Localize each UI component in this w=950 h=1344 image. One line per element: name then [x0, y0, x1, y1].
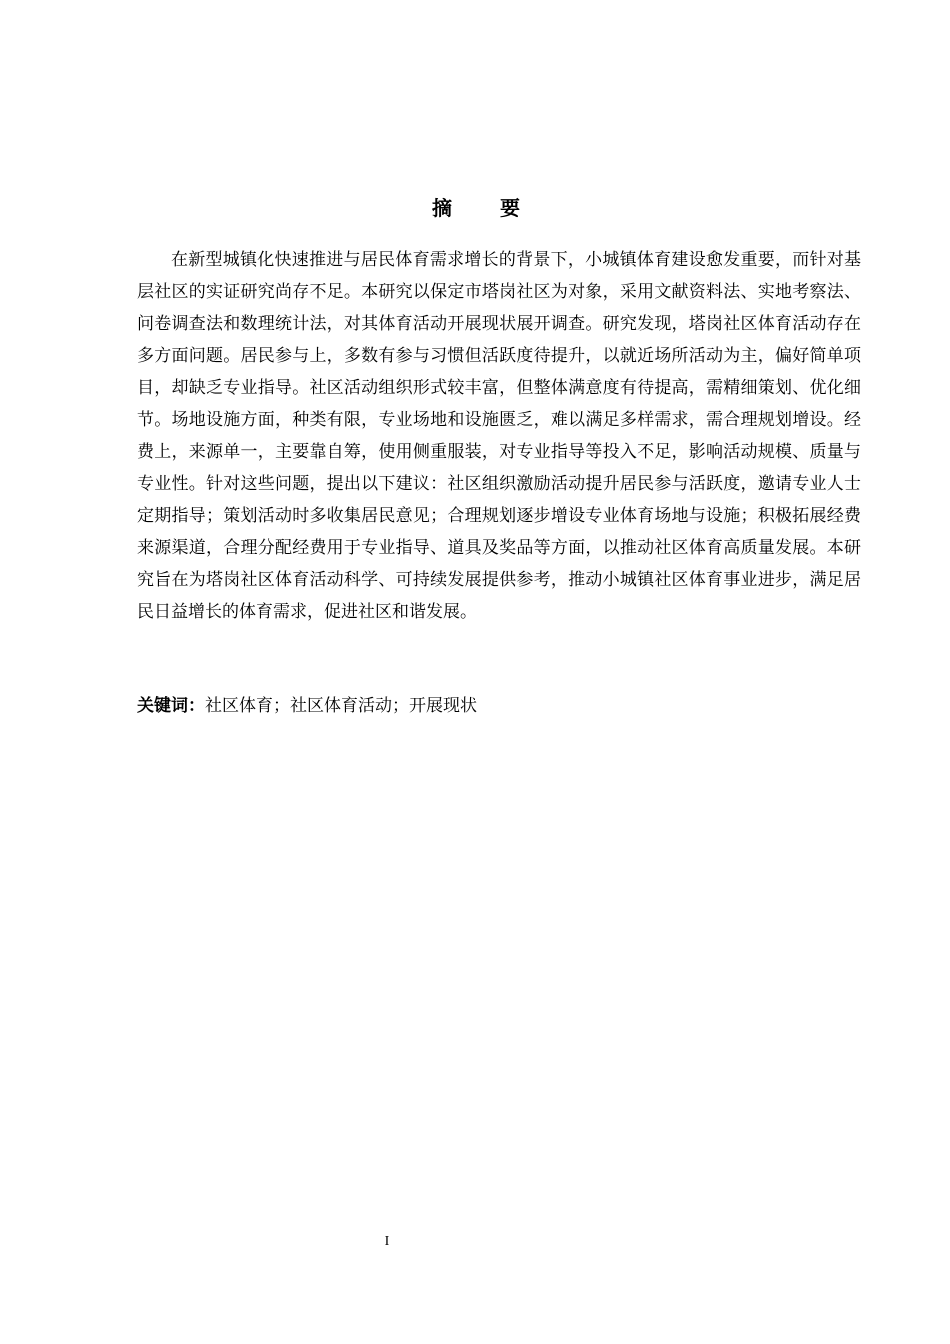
- abstract-body: 在新型城镇化快速推进与居民体育需求增长的背景下，小城镇体育建设愈发重要，而针对基层社区的实证研究尚存不足。本研究以保定市塔岗社区为对象，采用文献资料法、实地考察法、问卷调查法和数理统计法，对其体育活动开展现状展开调查。研究发现，塔岗社区体育活动存在多方面问题。居民参与上，多数有参与习惯但活跃度待提升，以就近场所活动为主，偏好简单项目，却缺乏专业指导。社区活动组织形式较丰富，但整体满意度有待提高，需精细策划、优化细节。场地设施方面，种类有限，专业场地和设施匮乏，难以满足多样需求，需合理规划增设。经费上，来源单一，主要靠自筹，使用侧重服装，对专业指导等投入不足，影响活动规模、质量与专业性。针对这些问题，提出以下建议：社区组织激励活动提升居民参与活跃度，邀请专业人士定期指导；策划活动时多收集居民意见；合理规划逐步增设专业体育场地与设施；积极拓展经费来源渠道，合理分配经费用于专业指导、道具及奖品等方面，以推动社区体育高质量发展。本研究旨在为塔岗社区体育活动科学、可持续发展提供参考，推动小城镇社区体育事业进步，满足居民日益增长的体育需求，促进社区和谐发展。: [137, 250, 861, 622]
- keywords-label: 关键词：: [137, 696, 205, 716]
- keywords-text: 社区体育；社区体育活动；开展现状: [205, 696, 477, 716]
- keywords-line: [137, 690, 861, 722]
- page-number: I: [384, 1234, 390, 1249]
- page-title: 摘要: [432, 196, 568, 221]
